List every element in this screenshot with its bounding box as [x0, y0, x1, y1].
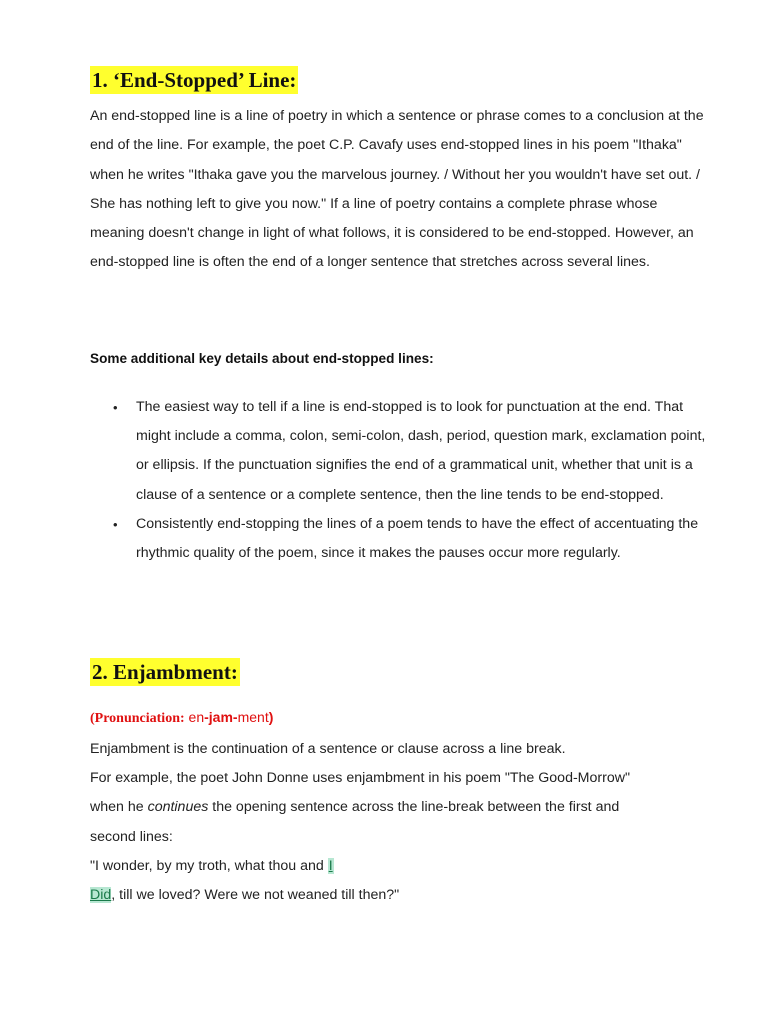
- section-1-heading: 1. ‘End-Stopped’ Line:: [92, 68, 297, 92]
- pronunciation-syllable-1: en: [184, 709, 205, 725]
- section-2-body: [90, 735, 710, 910]
- key-details-subheading: Some additional key details about end-stopped lines:: [90, 351, 434, 366]
- list-item-text: The easiest way to tell if a line is end-stopped is to look for punctuation at the end. That might include a comma, colon, semi-colon, dash, period, question mark, exclamation point, or ellipsis. If the punctuation signifies the end of a grammatical unit, whether that unit is a clause of a sentence or a complete sentence, then the line tends to be end-stopped.: [136, 399, 706, 503]
- example-line-1: For example, the poet John Donne uses enjambment in his poem "The Good-Morrow": [90, 770, 631, 787]
- quote-line-1-text: "I wonder, by my troth, what thou and: [90, 857, 328, 874]
- highlighted-word-i[interactable]: I: [328, 857, 333, 874]
- quote-line-2: [90, 881, 710, 910]
- list-item: [90, 510, 710, 568]
- highlighted-word-did[interactable]: Did: [90, 887, 112, 904]
- list-item-text: Consistently end-stopping the lines of a poem tends to have the effect of accentuating the rhythmic quality of the poem, since it makes the pauses occur more regularly.: [136, 515, 699, 562]
- key-details-list: [90, 393, 710, 568]
- quote-line-2-text: , till we loved? Were we not weaned till then?": [111, 887, 400, 904]
- example-line-2-post: the opening sentence across the line-break between the first and: [208, 799, 620, 816]
- pronunciation-syllable-3: ment: [237, 709, 269, 725]
- bullet-icon: •: [113, 400, 118, 415]
- bullet-icon: •: [113, 516, 118, 532]
- section-2-heading: 2. Enjambment:: [92, 660, 238, 684]
- pronunciation-stressed-syllable: jam: [208, 709, 233, 725]
- example-line-2: [90, 793, 710, 822]
- emphasis-continues: continues: [147, 799, 209, 816]
- pronunciation-close-paren: ): [268, 709, 274, 725]
- example-line-2-pre: when he: [90, 799, 148, 816]
- pronunciation-separator-2: -: [232, 709, 238, 725]
- definition-line: Enjambment is the continuation of a sentence or clause across a line break.: [90, 741, 566, 757]
- example-line-3: second lines:: [90, 828, 173, 845]
- pronunciation-open-paren: (: [90, 711, 95, 726]
- quote-line-1: [90, 852, 710, 881]
- pronunciation-separator-1: -: [204, 709, 209, 725]
- section-1-body: An end-stopped line is a line of poetry in which a sentence or phrase comes to a conclusion at the end of the line. For example, the poet C.P. Cavafy uses end-stopped lines in his poem "Ithaka" when he writes "Ithaka gave you the marvelous journey. / Without her you wouldn't have set out. / She has nothing left to give you now." If a line of poetry contains a complete phrase whose meaning doesn't change in light of what follows, it is considered to be end-stopped. However, an end-stopped line is often the end of a longer sentence that stretches across several lines.: [90, 108, 704, 271]
- pronunciation-label: Pronunciation:: [94, 711, 185, 726]
- pronunciation-line: [90, 706, 273, 730]
- list-item: [90, 393, 710, 510]
